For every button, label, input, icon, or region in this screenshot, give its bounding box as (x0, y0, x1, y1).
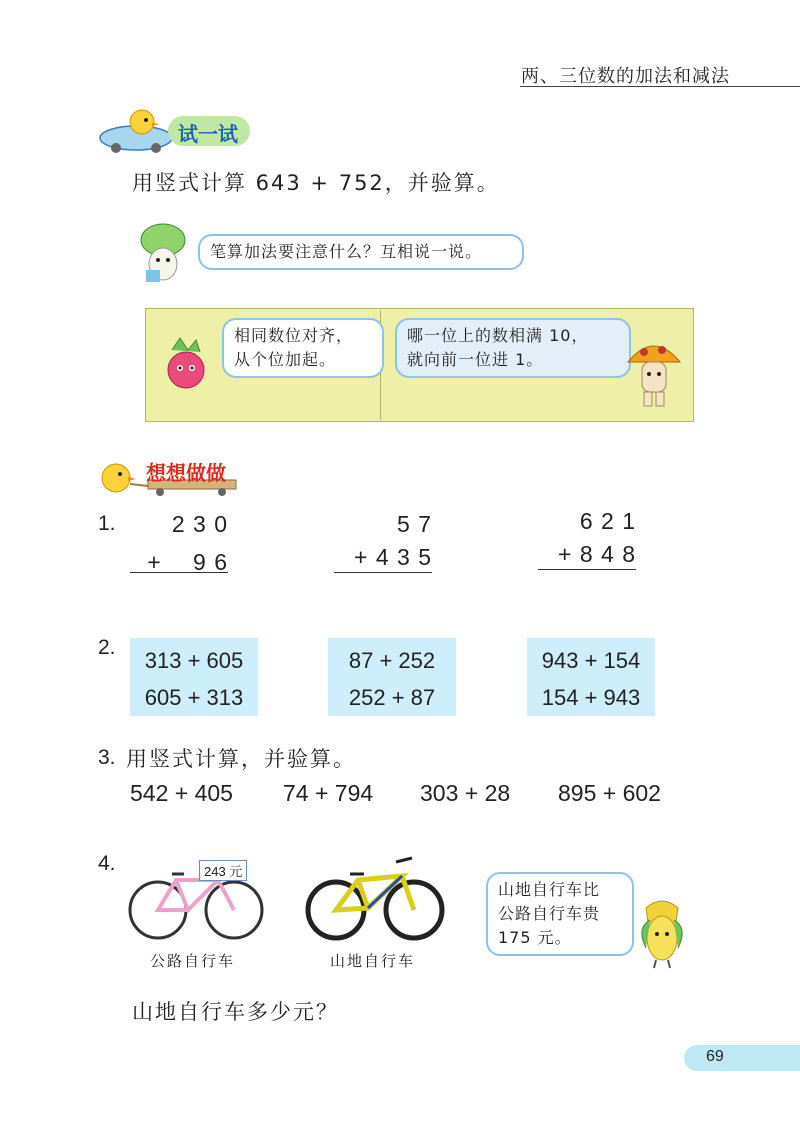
q2-box-2 (328, 638, 456, 716)
page-number-tab (684, 1045, 800, 1071)
q1b-sum-line (334, 572, 432, 573)
q2-expr-2a: 87 + 252 (348, 648, 436, 673)
q1c-bottom: + 8 4 8 (558, 541, 636, 567)
q2-box-3 (527, 638, 655, 716)
q2-expr-1b: 605 + 313 (144, 685, 244, 710)
q1c-top: 6 2 1 (579, 508, 636, 534)
q3-expr-2: 74 + 794 (283, 780, 374, 806)
price-hint-bubble (486, 872, 634, 956)
q3-number: 3. (98, 746, 116, 769)
tip-bubble-right (395, 318, 631, 378)
q4-number: 4. (98, 852, 116, 875)
mushroom-mascot-icon (624, 336, 684, 414)
header-rule (520, 86, 800, 87)
try-section-title: 试一试 (178, 122, 238, 146)
discussion-bubble: 笔算加法要注意什么？互相说一说。 (198, 234, 524, 270)
car-mascot-icon (96, 104, 176, 154)
mountain-bike-icon (302, 850, 448, 942)
q1b-top: 5 7 (397, 511, 432, 537)
practice-section-title: 想想做做 (146, 461, 226, 485)
tip-bubble-left (222, 318, 384, 378)
q4-question: 山地自行车多少元？ (132, 1000, 339, 1024)
q2-expr-1a: 313 + 605 (144, 648, 244, 673)
tip-left-line2: 从个位加起。 (234, 350, 337, 369)
q2-number: 2. (98, 636, 116, 659)
q2-expr-3b: 154 + 943 (541, 685, 641, 710)
q3-prompt: 用竖式计算，并验算。 (126, 747, 356, 771)
tip-right-line2: 就向前一位进 1。 (407, 350, 544, 369)
q2-expr-2b: 252 + 87 (348, 685, 436, 710)
q2-expr-3a: 943 + 154 (541, 648, 641, 673)
mountain-bike-label: 山地自行车 (330, 952, 416, 970)
radish-mascot-icon (158, 336, 214, 392)
q3-expr-1: 542 + 405 (130, 780, 233, 806)
tip-left-line1: 相同数位对齐， (234, 326, 354, 345)
q1a-sum-line (130, 572, 228, 573)
q3-expr-4: 895 + 602 (558, 780, 661, 806)
page-number: 69 (706, 1048, 724, 1065)
q1a-top: 2 3 0 (171, 511, 228, 537)
q1c-sum-line (538, 569, 636, 570)
cabbage-mascot-icon (128, 220, 198, 290)
q1a-bottom: + 9 6 (147, 549, 228, 575)
price-hint-line1: 山地自行车比 (498, 880, 601, 899)
corn-mascot-icon (636, 898, 688, 970)
q1-number: 1. (98, 512, 116, 535)
chapter-title: 两、三位数的加法和减法 (521, 66, 730, 87)
road-bike-label: 公路自行车 (150, 952, 236, 970)
price-tag: 243 元 (199, 860, 247, 881)
price-hint-line3: 175 元。 (498, 928, 572, 947)
try-prompt: 用竖式计算 643 + 752，并验算。 (132, 171, 500, 195)
q3-expr-3: 303 + 28 (420, 780, 511, 806)
tip-right-line1: 哪一位上的数相满 10， (407, 326, 589, 345)
q1b-bottom: + 4 3 5 (354, 544, 432, 570)
price-hint-line2: 公路自行车贵 (498, 904, 601, 923)
q2-box-1 (130, 638, 258, 716)
